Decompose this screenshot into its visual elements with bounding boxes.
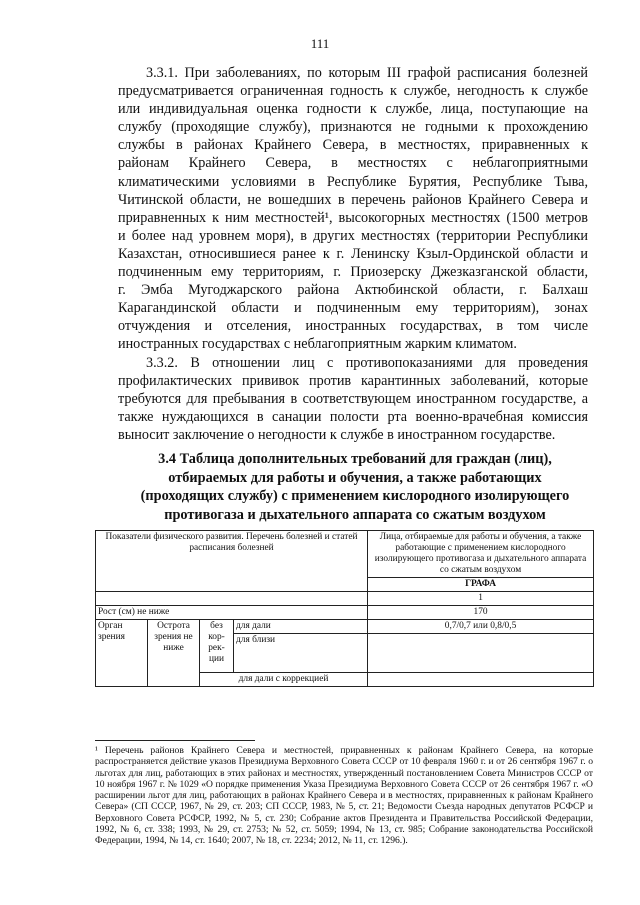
p2-line: выносит заключение о негодности к службе в иностранном государстве. xyxy=(118,427,556,444)
p2-line: профилактических прививок против карантинных заболеваний, которые xyxy=(118,373,588,390)
p1-line: Читинской области, не вошедших в перечень районов Крайнего Севера и xyxy=(118,191,588,208)
near-value xyxy=(368,634,594,673)
table-row xyxy=(96,606,594,620)
p2-line: также нуждающихся в санации полости рта военно-врачебная комиссия xyxy=(118,409,588,426)
paragraph-3-3-1 xyxy=(118,64,588,354)
paragraph-3-3-2 xyxy=(118,354,588,444)
p1-line: и более над уровнем моря), в других местностях (территории Республики xyxy=(118,227,588,244)
far-label: для дали xyxy=(234,620,368,634)
p1-line: районам Крайнего Севера, в местностях с неблагоприятными xyxy=(118,155,588,172)
section-heading-3-4 xyxy=(110,450,600,524)
organ-label: Орган зрения xyxy=(96,620,148,687)
far-corrected-value xyxy=(368,673,594,687)
p2-line: 3.3.2. В отношении лиц с противопоказаниями для проведения xyxy=(146,355,588,371)
near-label: для близи xyxy=(234,634,368,673)
header-indicators: Показатели физического развития. Перечень болезней и статей расписания болезней xyxy=(96,531,368,592)
p1-line: приравненных к ним местностей¹, высокогорных местностях (1500 метров xyxy=(118,209,588,226)
p1-line: Карагандинской области и подчиненным ему территориям), зонах xyxy=(118,300,588,317)
p2-line: требуются для пребывания в соответствующем иностранном государстве, а xyxy=(118,391,588,408)
height-value: 170 xyxy=(368,606,594,620)
p1-line: Казахстан, относившиеся ранее к г. Ленинску Кзыл-Ординской области и xyxy=(118,245,588,262)
p1-line: 3.3.1. При заболеваниях, по которым III графой расписания болезней xyxy=(146,65,588,81)
p1-line: г. Эмба Мугоджарского района Актюбинской области, г. Балхаш xyxy=(118,282,588,299)
p1-line: климатическими условиями в Республике Бурятия, Республике Тыва, xyxy=(118,173,588,190)
footnote: ¹ Перечень районов Крайнего Севера и местностей, приравненных к районам Крайнего Севера, на которые распространяется действие указов Президиума Верховного Совета СССР от 10 февраля 1960 г. и от 26 сентября 1967 г. о льготах для лиц, работающих в этих районах и местностях, утвержденный постановлением Совета Министров СССР от 10 ноября 1967 г. № 1029 «О порядке применения Указа Президиума Верховного Совета СССР от 26 сентября 1967 г. «О расширении льгот для лиц, работающих в районах Крайнего Севера и в местностях, приравненных к районам Крайнего Севера» (СП СССР, 1967, № 29, ст. 203; СП СССР, 1983, № 5, ст. 21; Ведомости Съезда народных депутатов РСФСР и Верховного Совета РСФСР, 1992, № 5, ст. 230; Собрание актов Президента и Правительства Российской Федерации, 1992, № 6, ст. 338; 1993, № 29, ст. 2753; № 52, ст. 5059; 1994, № 13, ст. 985; Собрание законодательства Российской Федерации, 1994, № 14, ст. 1640; 2007, № 18, ст. 2234; 2012, № 11, ст. 1296.). xyxy=(95,745,593,847)
requirements-table xyxy=(95,530,594,687)
grafa-number: 1 xyxy=(368,592,594,606)
far-corrected-label: для дали с коррекцией xyxy=(200,673,368,687)
heading-line: противогаза и дыхательного аппарата со сжатым воздухом xyxy=(164,506,546,523)
p1-line: отчуждения и отселения, иностранных государствах, в том числе xyxy=(118,318,588,335)
p1-line: службу (проходящие службу), признаются не годными к прохождению xyxy=(118,119,588,136)
p1-line: службы в районах Крайнего Севера, в местностях, приравненных к xyxy=(118,137,588,154)
header-persons: Лица, отбираемые для работы и обучения, а также работающие с применением кислородного изолирующего противогаза и дыхательного аппарата со сжатым воздухом xyxy=(368,531,594,578)
table-row xyxy=(96,531,594,578)
table-row xyxy=(96,620,594,634)
p1-line: иностранных государствах с неблагоприятным жарким климатом. xyxy=(118,336,517,353)
grafa-label: ГРАФА xyxy=(368,578,594,592)
p1-line: или индивидуальная оценка годности к службе, лица, поступающие на xyxy=(118,101,588,118)
heading-line: 3.4 Таблица дополнительных требований для граждан (лиц), xyxy=(158,451,552,467)
heading-line: (проходящих службу) с применением кислородного изолирующего xyxy=(140,488,570,505)
page-number: 111 xyxy=(310,36,330,51)
footnote-rule xyxy=(95,740,255,741)
no-correction-label: без кор-рек-ции xyxy=(200,620,234,673)
p1-line: предусматривается ограниченная годность к службе, негодность к службе xyxy=(118,83,588,100)
heading-line: отбираемых для работы и обучения, а также работающих xyxy=(168,469,542,486)
empty-cell xyxy=(96,592,368,606)
height-label: Рост (см) не ниже xyxy=(96,606,368,620)
table-row xyxy=(96,592,594,606)
acuity-label: Острота зрения не ниже xyxy=(148,620,200,687)
far-value: 0,7/0,7 или 0,8/0,5 xyxy=(368,620,594,634)
p1-line: подчиненным ему территориям, г. Приозерску Джезказганской области, xyxy=(118,264,588,281)
